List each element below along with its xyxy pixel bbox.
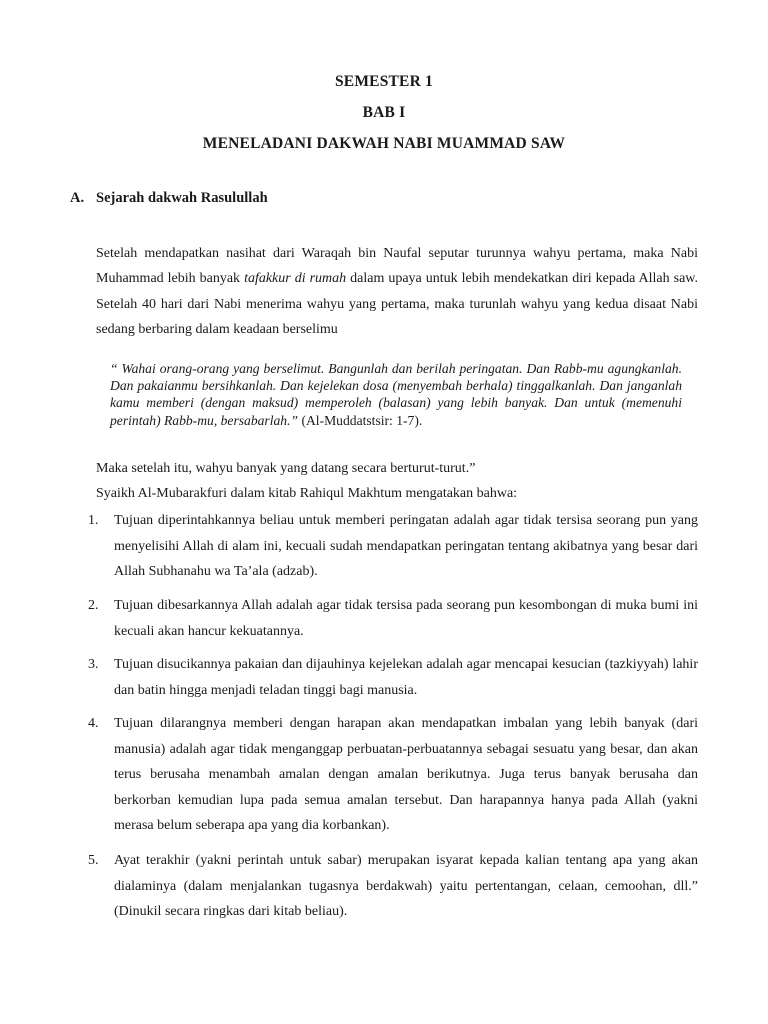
chapter-heading: BAB I <box>362 104 406 121</box>
intro-emphasis: tafakkur di rumah <box>244 271 347 287</box>
after-quote-line: Maka setelah itu, wahyu banyak yang datang secara berturut-turut.” <box>96 461 476 476</box>
list-text: Tujuan disucikannya pakaian dan dijauhinya kejelekan adalah agar mencapai kesucian (tazkiyyah) lahir dan batin hingga menjadi teladan tinggi bagi manusia. <box>114 657 698 698</box>
list-number: 5. <box>88 853 99 868</box>
list-text: Tujuan dibesarkannya Allah adalah agar tidak tersisa pada seorang pun kesombongan di muka bumi ini kecuali akan hancur kekuatannya. <box>114 598 698 639</box>
list-item <box>88 652 698 703</box>
list-text: Tujuan dilarangnya memberi dengan harapan akan mendapatkan imbalan yang lebih banyak (dari manusia) adalah agar tidak menganggap perbuatan-perbuatannya sebagai sesuatu yang besar, dan akan terus berusaha menambah amalan dengan amalan berikutnya. Juga terus banyak berusaha dan berkorban kemudian lupa pada semua amalan tersebut. Dan harapannya hanya pada Allah (yakni merasa belum seberapa apa yang dia korbankan). <box>114 716 698 833</box>
list-number: 2. <box>88 598 99 613</box>
section-letter: A. <box>70 190 85 206</box>
intro-paragraph <box>96 241 698 342</box>
quote-source: (Al-Muddatstsir: 1-7). <box>298 412 423 428</box>
section-title: Sejarah dakwah Rasulullah <box>96 190 268 206</box>
intro-text-1: Setelah mendapatkan nasihat dari Waraqah bin Naufal seputar turunnya wahyu pertama, maka Nabi Muhammad lebih banyak <box>96 246 698 287</box>
list-number: 1. <box>88 513 99 528</box>
chapter-title: MENELADANI DAKWAH NABI MUAMMAD SAW <box>202 135 566 152</box>
citation-line: Syaikh Al-Mubarakfuri dalam kitab Rahiqul Makhtum mengatakan bahwa: <box>96 486 518 501</box>
quote-text: “ Wahai orang-orang yang berselimut. Bangunlah dan berilah peringatan. Dan Rabb-mu agungkanlah. Dan pakaianmu bersihkanlah. Dan kejelekan dosa (menyembah berhala) tinggalkanlah. Dan janganlah kamu memberi (dengan maksud) memperoleh (balasan) yang lebih banyak. Dan untuk (memenuhi perintah) Rabb-mu, bersabarlah.” <box>110 361 682 428</box>
quran-quote <box>110 360 682 429</box>
section-heading <box>70 188 268 208</box>
list-item <box>88 848 698 925</box>
list-number: 3. <box>88 657 99 672</box>
list-number: 4. <box>88 716 99 731</box>
list-text: Tujuan diperintahkannya beliau untuk memberi peringatan adalah agar tidak tersisa seorang pun yang menyelisihi Allah di alam ini, kecuali sudah mendapatkan peringatan tentang akibatnya yang besar dari Allah Subhanahu wa Ta’ala (adzab). <box>114 513 698 579</box>
list-text: Ayat terakhir (yakni perintah untuk sabar) merupakan isyarat kepada kalian tentang apa yang akan dialaminya (dalam menjalankan tugasnya berdakwah) yaitu pertentangan, celaan, cemoohan, dll.” (Dinukil secara ringkas dari kitab beliau). <box>114 853 698 919</box>
list-item <box>88 508 698 585</box>
semester-heading: SEMESTER 1 <box>334 73 434 90</box>
list-item <box>88 593 698 644</box>
list-item <box>88 711 698 839</box>
intro-text-2: dalam upaya untuk lebih mendekatkan diri kepada Allah saw. Setelah 40 hari dari Nabi menerima wahyu yang pertama, maka turunlah wahyu yang kedua disaat Nabi sedang berbaring dalam keadaan berselimu <box>96 271 699 337</box>
